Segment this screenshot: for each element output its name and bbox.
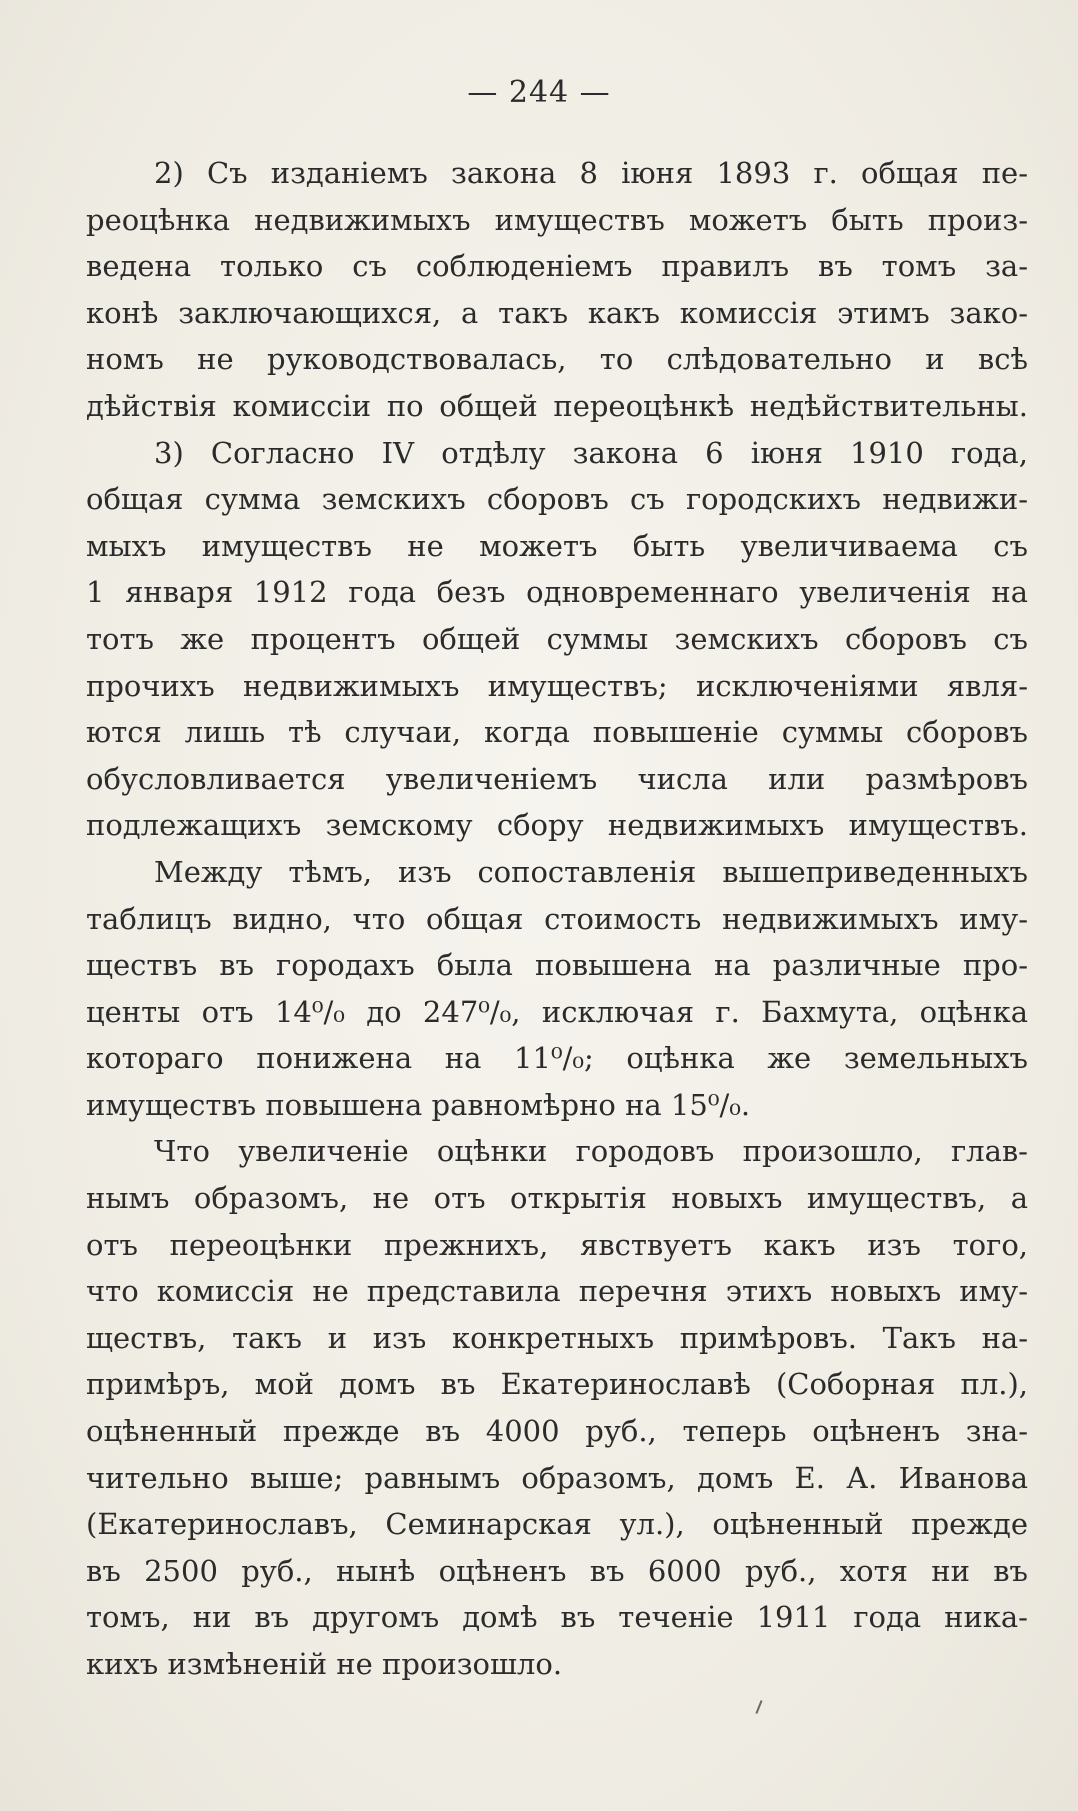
text-line: имуществъ повышена равномѣрно на 15⁰/₀. <box>86 1087 751 1122</box>
text-line: нымъ образомъ, не отъ открытія новыхъ имуществъ, а <box>86 1181 1028 1216</box>
paragraph-4 <box>86 1128 1028 1687</box>
paragraph-2 <box>86 430 1028 849</box>
text-line: въ 2500 руб., нынѣ оцѣненъ въ 6000 руб., хотя ни въ <box>86 1553 1028 1588</box>
text-line: примѣръ, мой домъ въ Екатеринославѣ (Соборная пл.), <box>86 1367 1028 1402</box>
text-line: реоцѣнка недвижимыхъ имуществъ можетъ быть произ- <box>86 202 1028 237</box>
text-line: общая сумма земскихъ сборовъ съ городскихъ недвижи- <box>86 482 1028 517</box>
text-line: что комиссія не представила перечня этихъ новыхъ иму- <box>86 1274 1028 1309</box>
text-line: конѣ заключающихся, а такъ какъ комиссія этимъ зако- <box>86 295 1028 330</box>
text-line: мыхъ имуществъ не можетъ быть увеличиваема съ <box>86 528 1028 563</box>
text-line: тотъ же процентъ общей суммы земскихъ сборовъ съ <box>86 621 1028 656</box>
text-line: Между тѣмъ, изъ сопоставленія вышеприведенныхъ <box>154 854 1028 889</box>
text-line: оцѣненный прежде въ 4000 руб., теперь оцѣненъ зна- <box>86 1414 1028 1449</box>
text-line: ведена только съ соблюденіемъ правилъ въ томъ за- <box>86 249 1028 284</box>
text-line: 3) Согласно IV отдѣлу закона 6 іюня 1910 года, <box>154 435 1028 470</box>
text-line: томъ, ни въ другомъ домѣ въ теченіе 1911 года ника- <box>86 1600 1028 1635</box>
text-line: отъ переоцѣнки прежнихъ, явствуетъ какъ изъ того, <box>86 1227 1028 1262</box>
paper-speck <box>755 1700 762 1714</box>
text-line: чительно выше; равнымъ образомъ, домъ Е. А. Иванова <box>86 1460 1028 1495</box>
text-line: таблицъ видно, что общая стоимость недвижимыхъ иму- <box>86 901 1028 936</box>
text-line: Что увеличеніе оцѣнки городовъ произошло, глав- <box>154 1134 1028 1169</box>
text-line: 2) Съ изданіемъ закона 8 іюня 1893 г. общая пе- <box>154 156 1028 190</box>
text-line: подлежащихъ земскому сбору недвижимыхъ имуществъ. <box>86 808 1028 843</box>
paragraph-1 <box>86 150 1028 430</box>
text-line: ются лишь тѣ случаи, когда повышеніе суммы сборовъ <box>86 715 1028 750</box>
text-line: дѣйствія комиссіи по общей переоцѣнкѣ недѣйствительны. <box>86 388 1028 423</box>
text-line: (Екатеринославъ, Семинарская ул.), оцѣненный прежде <box>86 1507 1028 1542</box>
page-number: — 244 — <box>467 75 611 110</box>
text-line: прочихъ недвижимыхъ имуществъ; исключеніями явля- <box>86 668 1028 703</box>
paragraph-3 <box>86 849 1028 1129</box>
text-line: номъ не руководствовалась, то слѣдовательно и всѣ <box>86 342 1028 377</box>
text-line: обусловливается увеличеніемъ числа или размѣровъ <box>86 761 1028 796</box>
text-line: котораго понижена на 11⁰/₀; оцѣнка же земельныхъ <box>86 1041 1028 1076</box>
text-line: ществъ въ городахъ была повышена на различные про- <box>86 948 1028 983</box>
text-line: кихъ измѣненій не произошло. <box>86 1647 563 1681</box>
body-text <box>86 150 1028 1688</box>
text-line: ществъ, такъ и изъ конкретныхъ примѣровъ. Такъ на- <box>86 1320 1028 1355</box>
text-line: 1 января 1912 года безъ одновременнаго увеличенія на <box>86 575 1028 610</box>
text-line: центы отъ 14⁰/₀ до 247⁰/₀, исключая г. Бахмута, оцѣнка <box>86 994 1028 1029</box>
